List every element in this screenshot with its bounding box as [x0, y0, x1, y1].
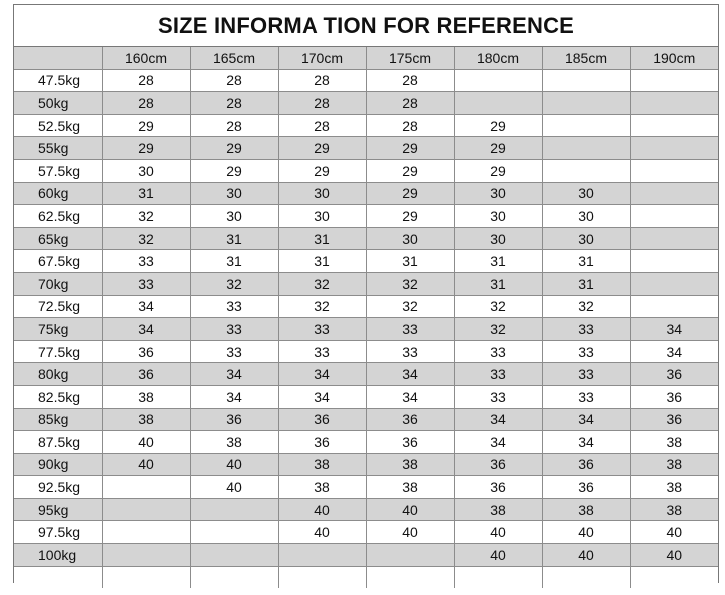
size-cell: 40	[102, 431, 190, 454]
size-cell: 33	[542, 318, 630, 341]
size-cell: 34	[278, 363, 366, 386]
size-cell	[630, 159, 718, 182]
size-cell: 29	[454, 137, 542, 160]
height-header: 160cm	[102, 47, 190, 69]
size-cell: 32	[278, 295, 366, 318]
size-cell: 28	[190, 114, 278, 137]
size-cell: 40	[102, 453, 190, 476]
table-row	[14, 205, 718, 228]
size-cell: 38	[102, 385, 190, 408]
chart-title: SIZE INFORMA TION FOR REFERENCE	[14, 5, 718, 47]
table-row	[14, 114, 718, 137]
size-cell: 40	[454, 521, 542, 544]
height-header: 165cm	[190, 47, 278, 69]
size-cell: 28	[102, 69, 190, 92]
size-cell	[102, 566, 190, 588]
weight-cell: 80kg	[14, 363, 102, 386]
size-cell: 29	[190, 159, 278, 182]
size-cell: 34	[630, 318, 718, 341]
table-row	[14, 566, 718, 588]
size-cell: 36	[278, 431, 366, 454]
size-cell: 30	[190, 205, 278, 228]
size-cell: 28	[366, 114, 454, 137]
size-cell: 29	[278, 137, 366, 160]
size-cell	[630, 205, 718, 228]
size-cell	[542, 566, 630, 588]
size-cell: 34	[542, 408, 630, 431]
size-cell	[190, 544, 278, 567]
size-cell: 38	[366, 476, 454, 499]
size-cell: 29	[454, 159, 542, 182]
size-cell: 38	[630, 476, 718, 499]
weight-cell: 52.5kg	[14, 114, 102, 137]
table-row	[14, 385, 718, 408]
height-header: 185cm	[542, 47, 630, 69]
weight-cell: 65kg	[14, 227, 102, 250]
size-cell: 31	[454, 250, 542, 273]
size-cell: 31	[278, 250, 366, 273]
table-row	[14, 250, 718, 273]
size-cell: 33	[542, 340, 630, 363]
height-header: 190cm	[630, 47, 718, 69]
size-cell: 38	[366, 453, 454, 476]
size-cell	[102, 476, 190, 499]
size-cell: 31	[190, 227, 278, 250]
size-cell: 33	[454, 363, 542, 386]
size-cell: 33	[542, 385, 630, 408]
header-row	[14, 47, 718, 69]
size-cell: 33	[190, 318, 278, 341]
size-cell: 31	[366, 250, 454, 273]
size-cell: 30	[278, 182, 366, 205]
size-cell: 40	[366, 498, 454, 521]
size-cell	[630, 69, 718, 92]
size-cell	[190, 498, 278, 521]
size-cell: 29	[366, 205, 454, 228]
size-cell: 38	[278, 453, 366, 476]
size-cell	[630, 227, 718, 250]
size-cell: 30	[102, 159, 190, 182]
size-cell: 34	[190, 385, 278, 408]
size-cell: 30	[542, 227, 630, 250]
size-cell: 28	[278, 69, 366, 92]
size-cell: 29	[278, 159, 366, 182]
weight-cell: 100kg	[14, 544, 102, 567]
size-cell: 31	[190, 250, 278, 273]
size-cell: 36	[630, 363, 718, 386]
size-cell	[630, 272, 718, 295]
table-row	[14, 340, 718, 363]
weight-cell: 97.5kg	[14, 521, 102, 544]
weight-cell: 55kg	[14, 137, 102, 160]
size-cell: 33	[542, 363, 630, 386]
table-row	[14, 137, 718, 160]
size-cell	[630, 295, 718, 318]
size-cell: 38	[542, 498, 630, 521]
size-cell	[454, 69, 542, 92]
size-cell: 30	[278, 205, 366, 228]
table-row	[14, 431, 718, 454]
size-cell	[630, 250, 718, 273]
size-cell	[190, 566, 278, 588]
size-cell: 33	[190, 340, 278, 363]
size-cell: 40	[542, 521, 630, 544]
size-cell	[542, 92, 630, 115]
table-body	[14, 69, 718, 588]
size-cell: 31	[278, 227, 366, 250]
weight-cell: 90kg	[14, 453, 102, 476]
weight-cell: 60kg	[14, 182, 102, 205]
size-cell: 33	[454, 340, 542, 363]
size-cell	[542, 69, 630, 92]
table-row	[14, 182, 718, 205]
size-cell: 40	[542, 544, 630, 567]
size-cell: 36	[102, 363, 190, 386]
table-row	[14, 408, 718, 431]
height-header: 180cm	[454, 47, 542, 69]
size-cell: 28	[278, 92, 366, 115]
size-cell: 34	[366, 363, 454, 386]
size-cell: 38	[630, 453, 718, 476]
size-cell: 34	[278, 385, 366, 408]
size-cell	[190, 521, 278, 544]
size-cell	[278, 566, 366, 588]
table-row	[14, 69, 718, 92]
size-cell: 32	[278, 272, 366, 295]
size-cell: 38	[630, 498, 718, 521]
size-cell: 29	[102, 137, 190, 160]
size-cell: 30	[542, 182, 630, 205]
weight-cell: 92.5kg	[14, 476, 102, 499]
size-cell: 29	[102, 114, 190, 137]
size-cell	[102, 544, 190, 567]
size-cell: 28	[190, 69, 278, 92]
table-row	[14, 476, 718, 499]
size-cell: 34	[454, 431, 542, 454]
size-cell: 36	[630, 408, 718, 431]
height-header: 170cm	[278, 47, 366, 69]
size-cell: 33	[278, 340, 366, 363]
size-cell: 34	[102, 318, 190, 341]
size-cell: 31	[542, 250, 630, 273]
size-cell: 32	[366, 272, 454, 295]
table-row	[14, 227, 718, 250]
size-cell: 34	[630, 340, 718, 363]
size-cell: 36	[454, 453, 542, 476]
size-cell: 40	[630, 521, 718, 544]
size-cell: 33	[454, 385, 542, 408]
size-cell: 40	[190, 476, 278, 499]
size-cell: 32	[190, 272, 278, 295]
size-cell: 36	[102, 340, 190, 363]
table-row	[14, 272, 718, 295]
size-cell: 36	[454, 476, 542, 499]
size-cell: 40	[190, 453, 278, 476]
size-cell	[542, 159, 630, 182]
size-cell: 28	[278, 114, 366, 137]
size-cell	[366, 566, 454, 588]
weight-cell: 47.5kg	[14, 69, 102, 92]
table-row	[14, 92, 718, 115]
size-cell: 38	[630, 431, 718, 454]
size-cell	[630, 182, 718, 205]
size-cell: 30	[366, 227, 454, 250]
size-cell: 32	[542, 295, 630, 318]
size-cell: 32	[454, 318, 542, 341]
size-cell: 34	[366, 385, 454, 408]
size-cell: 40	[366, 521, 454, 544]
size-cell: 28	[190, 92, 278, 115]
size-table	[14, 47, 718, 588]
size-cell: 30	[454, 182, 542, 205]
size-cell: 30	[454, 227, 542, 250]
size-cell: 33	[366, 340, 454, 363]
size-cell	[454, 92, 542, 115]
size-cell: 36	[542, 453, 630, 476]
size-cell: 32	[454, 295, 542, 318]
weight-cell	[14, 566, 102, 588]
size-cell: 32	[102, 227, 190, 250]
weight-cell: 95kg	[14, 498, 102, 521]
weight-cell: 82.5kg	[14, 385, 102, 408]
weight-cell: 50kg	[14, 92, 102, 115]
size-cell	[102, 521, 190, 544]
size-cell: 32	[102, 205, 190, 228]
size-cell: 29	[190, 137, 278, 160]
size-cell: 34	[190, 363, 278, 386]
size-chart	[13, 4, 719, 583]
size-cell: 38	[454, 498, 542, 521]
size-cell: 33	[278, 318, 366, 341]
corner-cell	[14, 47, 102, 69]
weight-cell: 57.5kg	[14, 159, 102, 182]
size-cell	[102, 498, 190, 521]
size-cell: 29	[366, 182, 454, 205]
size-cell	[366, 544, 454, 567]
table-row	[14, 453, 718, 476]
weight-cell: 72.5kg	[14, 295, 102, 318]
weight-cell: 87.5kg	[14, 431, 102, 454]
size-cell: 36	[366, 408, 454, 431]
size-cell: 40	[630, 544, 718, 567]
size-cell: 38	[190, 431, 278, 454]
size-cell: 31	[542, 272, 630, 295]
size-cell: 28	[366, 92, 454, 115]
size-cell: 33	[366, 318, 454, 341]
table-row	[14, 295, 718, 318]
size-cell: 36	[190, 408, 278, 431]
weight-cell: 85kg	[14, 408, 102, 431]
size-cell: 40	[278, 498, 366, 521]
size-cell: 33	[102, 272, 190, 295]
size-cell: 38	[102, 408, 190, 431]
size-cell: 28	[102, 92, 190, 115]
table-row	[14, 498, 718, 521]
size-cell	[542, 114, 630, 137]
size-cell: 38	[278, 476, 366, 499]
size-cell	[454, 566, 542, 588]
size-cell: 34	[102, 295, 190, 318]
weight-cell: 67.5kg	[14, 250, 102, 273]
table-row	[14, 159, 718, 182]
size-cell: 30	[190, 182, 278, 205]
size-cell: 29	[366, 159, 454, 182]
size-cell	[630, 114, 718, 137]
size-cell: 31	[454, 272, 542, 295]
weight-cell: 62.5kg	[14, 205, 102, 228]
size-cell	[630, 92, 718, 115]
size-cell: 30	[454, 205, 542, 228]
size-cell	[278, 544, 366, 567]
size-cell	[630, 137, 718, 160]
size-cell: 31	[102, 182, 190, 205]
weight-cell: 70kg	[14, 272, 102, 295]
size-cell: 30	[542, 205, 630, 228]
size-cell: 34	[454, 408, 542, 431]
table-row	[14, 521, 718, 544]
size-cell: 36	[542, 476, 630, 499]
weight-cell: 77.5kg	[14, 340, 102, 363]
height-header: 175cm	[366, 47, 454, 69]
size-cell: 33	[102, 250, 190, 273]
size-cell: 40	[454, 544, 542, 567]
table-row	[14, 544, 718, 567]
size-cell	[542, 137, 630, 160]
size-cell: 28	[366, 69, 454, 92]
size-cell: 36	[366, 431, 454, 454]
size-cell: 33	[190, 295, 278, 318]
size-cell: 36	[630, 385, 718, 408]
size-cell: 36	[278, 408, 366, 431]
size-cell: 32	[366, 295, 454, 318]
size-cell: 34	[542, 431, 630, 454]
size-cell: 29	[454, 114, 542, 137]
weight-cell: 75kg	[14, 318, 102, 341]
table-row	[14, 363, 718, 386]
size-cell	[630, 566, 718, 588]
table-row	[14, 318, 718, 341]
size-cell: 29	[366, 137, 454, 160]
size-cell: 40	[278, 521, 366, 544]
